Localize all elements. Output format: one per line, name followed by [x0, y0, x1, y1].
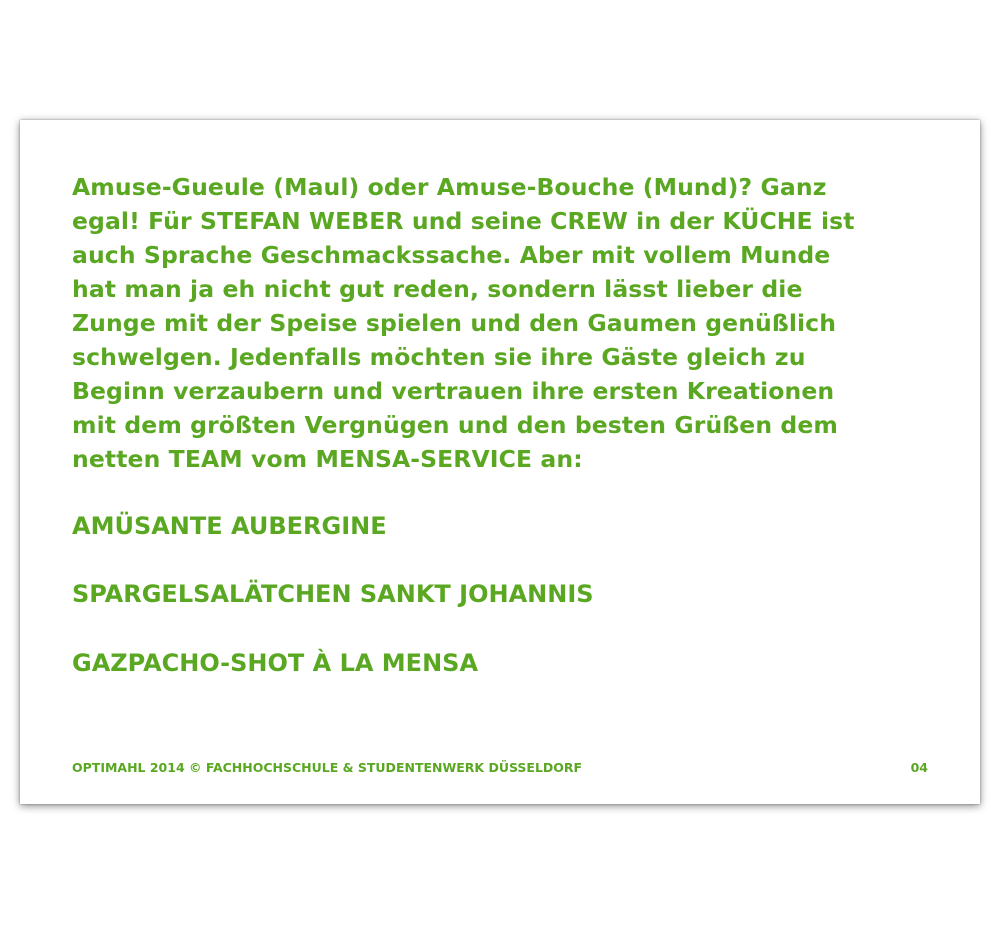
dish-title: AMÜSANTE AUBERGINE: [72, 512, 387, 540]
dish-title: GAZPACHO-SHOT À LA MENSA: [72, 649, 479, 677]
intro-line: schwelgen. Jedenfalls möchten sie ihre Gäste gleich zu: [72, 343, 806, 371]
menu-card-page: [20, 120, 980, 804]
intro-line: Beginn verzaubern und vertrauen ihre ersten Kreationen: [72, 377, 835, 405]
intro-line: hat man ja eh nicht gut reden, sondern lässt lieber die: [72, 275, 803, 303]
intro-line: egal! Für STEFAN WEBER und seine CREW in der KÜCHE ist: [72, 207, 855, 235]
intro-line: Zunge mit der Speise spielen und den Gaumen genüßlich: [72, 309, 837, 337]
intro-line: Amuse-Gueule (Maul) oder Amuse-Bouche (Mund)? Ganz: [72, 173, 827, 201]
intro-paragraph: [72, 170, 932, 476]
intro-line: mit dem größten Vergnügen und den besten Grüßen dem: [72, 411, 838, 439]
intro-line: netten TEAM vom MENSA-SERVICE an:: [72, 445, 583, 473]
footer-credit: OPTIMAHL 2014 © FACHHOCHSCHULE & STUDENTENWERK DÜSSELDORF: [72, 760, 583, 775]
dish-title: SPARGELSALÄTCHEN SANKT JOHANNIS: [72, 580, 594, 608]
intro-line: auch Sprache Geschmackssache. Aber mit vollem Munde: [72, 241, 831, 269]
page-number: 04: [910, 760, 928, 775]
